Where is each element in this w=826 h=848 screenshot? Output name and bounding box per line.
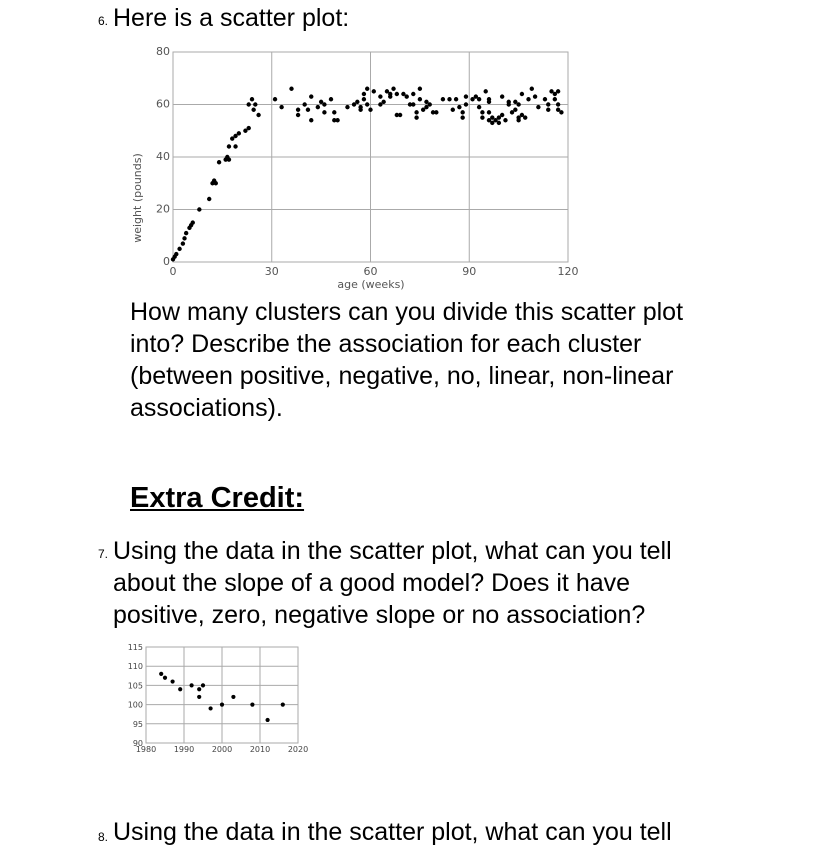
chart1-data-point [250,97,254,101]
chart1-data-point [233,144,237,148]
chart2-x-tick-label: 1990 [173,745,195,754]
question-6-number: 6. [98,14,109,28]
chart1-gridlines [173,52,568,262]
chart1-data-point [530,87,534,91]
chart2-x-tick-label: 1980 [135,745,157,754]
chart2-y-tick-label: 110 [127,662,143,672]
chart1-data-point [457,105,461,109]
chart2-data-point [159,672,163,676]
chart1-data-point [464,102,468,106]
chart2-data-point [266,718,270,722]
chart1-data-point [279,105,283,109]
chart1-data-point [553,97,557,101]
question-8-partial-text: Using the data in the scatter plot, what can you tell [113,818,672,846]
chart1-x-tick-label: 0 [169,265,177,278]
chart1-y-tick-label: 20 [156,202,170,216]
chart2-data-point [197,687,201,691]
chart1-data-point [487,100,491,104]
chart1-data-point [507,102,511,106]
chart1-data-point [378,94,382,98]
chart1-data-point [388,92,392,96]
chart2-y-tick-label: 95 [132,719,143,729]
chart1-points [171,87,564,262]
chart1-data-point [329,97,333,101]
chart1-data-point [322,102,326,106]
chart1-data-point [451,108,455,112]
chart1-y-tick-label: 80 [156,45,170,58]
chart1-data-point [289,87,293,91]
chart1-data-point [533,94,537,98]
chart2-data-point [220,703,224,707]
chart1-data-point [191,220,195,224]
chart1-data-point [335,118,339,122]
chart1-data-point [516,118,520,122]
chart1-data-point [355,100,359,104]
chart2-gridlines [146,647,298,743]
chart2-y-tick-label: 115 [127,643,143,652]
chart1-data-point [306,108,310,112]
chart2-x-tick-label: 2010 [249,745,271,754]
chart1-data-point [316,105,320,109]
chart1-data-point [296,108,300,112]
chart1-data-point [197,207,201,211]
chart1-data-point [362,92,366,96]
chart1-data-point [546,102,550,106]
chart1-x-tick-label: 90 [462,265,477,278]
chart1-x-tick-label: 120 [557,265,579,278]
chart2-data-point [171,679,175,683]
chart1-data-point [487,110,491,114]
chart1-data-point [184,231,188,235]
chart1-y-tick-label: 0 [163,255,170,268]
chart1-data-point [520,92,524,96]
chart2-data-point [163,676,167,680]
chart1-data-point [418,97,422,101]
chart1-data-point [174,252,178,256]
extra-credit-heading: Extra Credit: [130,482,305,514]
chart1-data-point [273,97,277,101]
chart1-data-point [546,108,550,112]
chart1-data-point [454,97,458,101]
chart2-data-point [190,683,194,687]
chart1-data-point [247,126,251,130]
chart2-data-point [250,703,254,707]
chart1-data-point [182,236,186,240]
chart1-data-point [358,108,362,112]
chart1-data-point [526,97,530,101]
chart1-data-point [500,113,504,117]
chart1-y-tick-label: 40 [156,150,170,163]
chart1-data-point [214,181,218,185]
chart1-data-point [460,110,464,114]
chart1-data-point [309,94,313,98]
chart1-data-point [251,108,255,112]
chart1-data-point [227,157,231,161]
chart1-x-tick-label: 30 [264,265,279,278]
chart1-data-point [253,102,257,106]
chart1-data-point [414,115,418,119]
chart1-data-point [434,110,438,114]
chart1-data-point [405,94,409,98]
chart1-data-point [227,144,231,148]
chart1-data-point [516,102,520,106]
chart1-data-point [484,89,488,93]
chart1-data-point [398,113,402,117]
chart2-x-tick-label: 2000 [211,745,233,754]
chart1-data-point [372,89,376,93]
chart1-data-point [368,108,372,112]
chart1-data-point [365,102,369,106]
chart1-data-point [536,105,540,109]
chart2-data-point [231,695,235,699]
chart1-data-point [480,110,484,114]
chart1-data-point [362,97,366,101]
chart1-y-tick-label: 60 [156,97,170,111]
chart1-data-point [309,118,313,122]
chart1-data-point [418,87,422,91]
chart1-data-point [414,110,418,114]
chart1-data-point [477,105,481,109]
chart1-data-point [237,131,241,135]
chart1-data-point [365,87,369,91]
chart1-x-axis-label: age (weeks) [337,278,405,291]
chart1-data-point [256,113,260,117]
year-value-scatter-plot [0,640,826,770]
chart1-data-point [411,92,415,96]
question-7-number: 7. [98,547,109,561]
chart2-data-point [197,695,201,699]
chart2-data-point [201,683,205,687]
chart1-data-point [513,108,517,112]
chart1-data-point [345,105,349,109]
chart1-data-point [503,118,507,122]
chart1-data-point [395,92,399,96]
chart1-data-point [177,247,181,251]
chart1-data-point [381,100,385,104]
chart1-data-point [464,94,468,98]
chart1-data-point [428,102,432,106]
chart2-y-tick-label: 100 [127,700,143,710]
chart2-y-tick-label: 105 [127,681,143,691]
chart1-data-point [217,160,221,164]
chart1-data-point [302,102,306,106]
chart1-data-point [447,97,451,101]
chart2-tick-labels [128,643,308,754]
chart1-data-point [247,102,251,106]
chart1-data-point [460,115,464,119]
chart1-data-point [543,97,547,101]
chart1-data-point [322,110,326,114]
chart1-data-point [556,89,560,93]
chart1-data-point [480,115,484,119]
question-6-intro: Here is a scatter plot: [113,4,350,32]
chart1-x-tick-label: 60 [363,265,378,278]
chart2-data-point [178,687,182,691]
chart1-data-point [296,113,300,117]
chart1-data-point [441,97,445,101]
chart1-data-point [556,102,560,106]
chart1-data-point [391,87,395,91]
chart2-x-tick-label: 2020 [287,745,309,754]
chart2-data-point [281,703,285,707]
chart1-data-point [207,197,211,201]
chart1-data-point [500,94,504,98]
chart1-data-point [497,121,501,125]
chart1-data-point [332,110,336,114]
chart1-data-point [411,102,415,106]
chart1-data-point [523,115,527,119]
chart2-y-tick-label: 90 [132,739,143,748]
weight-age-scatter-plot [0,40,826,340]
chart1-data-point [559,110,563,114]
question-8-number: 8. [98,830,109,844]
chart2-data-point [209,706,213,710]
question-7-text: Using the data in the scatter plot, what can you tell about the slope of a good model? Does it have positive, zero, negative slope or no association? [113,537,672,629]
chart1-data-point [181,241,185,245]
chart1-data-point [477,97,481,101]
chart1-y-axis-label: weight (pounds) [131,153,144,243]
question-6-text: How many clusters can you divide this scatter plot into? Describe the association for each cluster (between positive, negative, no, linear, non-linear associations). [130,298,684,422]
